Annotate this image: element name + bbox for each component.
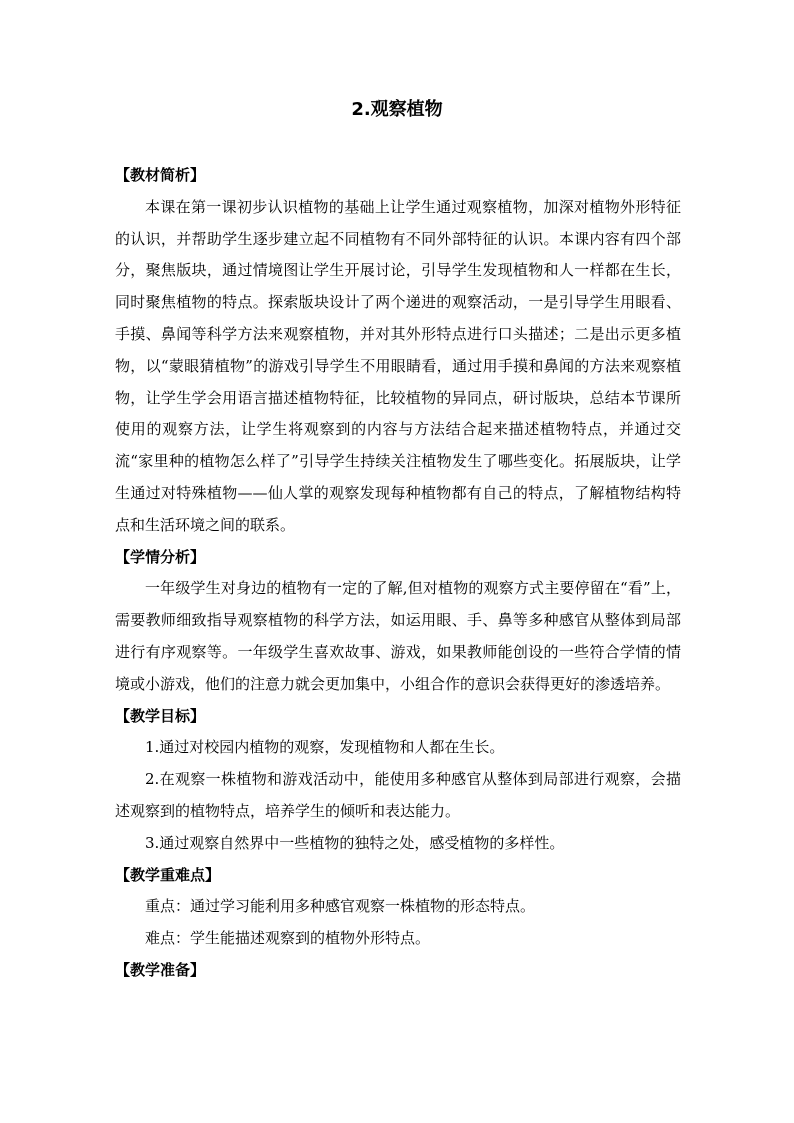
key-point-difficulty: 难点：学生能描述观察到的植物外形特点。 bbox=[145, 929, 431, 948]
section-preparation bbox=[115, 955, 681, 987]
goal-item-1: 1.通过对校园内植物的观察，发现植物和人都在生长。 bbox=[145, 738, 505, 757]
goal-item-2: 2.在观察一株植物和游戏活动中，能使用多种感官从整体到局部进行观察，会描述观察到的植物特点，培养学生的倾听和表达能力。 bbox=[115, 770, 681, 820]
section-overview bbox=[115, 160, 681, 542]
section-heading-overview: 【教材简析】 bbox=[115, 166, 206, 184]
section-heading-key-points: 【教学重难点】 bbox=[115, 865, 221, 884]
overview-paragraph: 本课在第一课初步认识植物的基础上让学生通过观察植物，加深对植物外形特征的认识，并帮助学生逐步建立起不同植物有不同外部特征的认识。本课内容有四个部分，聚焦版块，通过情境图让学生开展讨论，引导学生发现植物和人一样都在生长，同时聚焦植物的特点。探索版块设计了两个递进的观察活动，一是引导学生用眼看、手摸、鼻闻等科学方法来观察植物，并对其外形特点进行口头描述；二是出示更多植物，以“蒙眼猜植物”的游戏引导学生不用眼睛看，通过用手摸和鼻闻的方法来观察植物，让学生学会用语言描述植物特征，比较植物的异同点，研讨版块，总结本节课所使用的观察方法，让学生将观察到的内容与方法结合起来描述植物特点，并通过交流“家里种的植物怎么样了”引导学生持续关注植物发生了哪些变化。拓展版块，让学生通过对特殊植物——仙人掌的观察发现每种植物都有自己的特点，了解植物结构特点和生活环境之间的联系。 bbox=[115, 197, 681, 534]
section-heading-preparation: 【教学准备】 bbox=[115, 960, 206, 979]
document-body bbox=[115, 160, 681, 987]
document-title: 2.观察植物 bbox=[351, 99, 443, 120]
goal-item-3: 3.通过观察自然界中一些植物的独特之处，感受植物的多样性。 bbox=[145, 833, 565, 852]
key-point-focus: 重点：通过学习能利用多种感官观察一株植物的形态特点。 bbox=[145, 897, 536, 916]
section-students bbox=[115, 542, 681, 701]
section-key-points bbox=[115, 860, 681, 955]
section-heading-students: 【学情分析】 bbox=[115, 547, 206, 566]
students-paragraph: 一年级学生对身边的植物有一定的了解,但对植物的观察方式主要停留在“看”上，需要教师细致指导观察植物的科学方法，如运用眼、手、鼻等多种感官从整体到局部进行有序观察等。一年级学生喜欢故事、游戏，如果教师能创设的一些符合学情的情境或小游戏，他们的注意力就会更加集中，小组合作的意识会获得更好的渗透培养。 bbox=[115, 579, 681, 693]
section-goals bbox=[115, 701, 681, 860]
section-heading-goals: 【教学目标】 bbox=[115, 706, 206, 725]
